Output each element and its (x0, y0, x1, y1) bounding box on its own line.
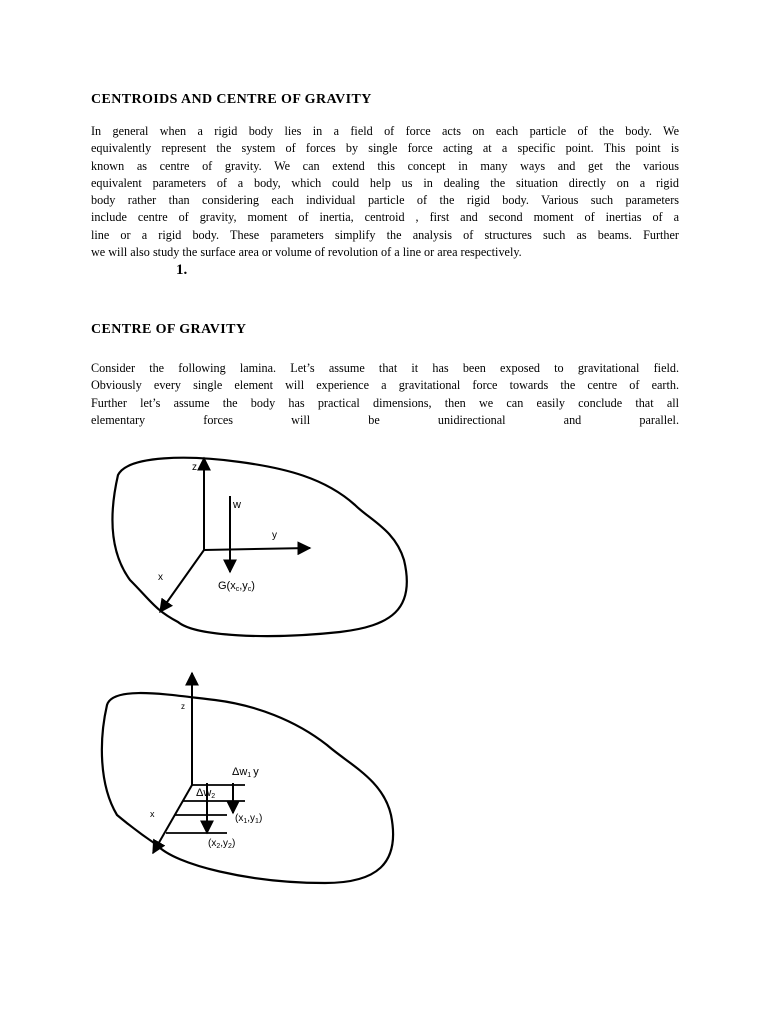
lamina-figure-elemental-weights (95, 665, 410, 895)
paragraph-line: equivalent parameters of a body, which could help us in dealing the situation directly on a rigid (91, 175, 679, 190)
lamina-paragraph (91, 360, 679, 429)
z-axis-label: z (192, 462, 197, 473)
paragraph-line: known as centre of gravity. We can extend this concept in many ways and get the various (91, 158, 679, 173)
lamina-outline (102, 693, 393, 883)
x-axis-label: x (158, 572, 163, 583)
paragraph-line: equivalently represent the system of forces by single force acting at a specific point. This point is (91, 141, 679, 156)
intro-paragraph (91, 123, 679, 261)
paragraph-line: body rather than considering each individual particle of the rigid body. Various such parameters (91, 193, 679, 208)
point-2-label: $(x_2,y_2)$ (208, 838, 236, 850)
y-axis (204, 548, 310, 550)
y-axis-label: y (272, 530, 277, 541)
delta-w2-label: Δw2 (196, 787, 216, 800)
z-axis-label: z (181, 702, 185, 711)
point-1-label: $(x_1,y_1)$ (235, 813, 263, 825)
paragraph-line: line or a rigid body. These parameters simplify the analysis of structures such as beams. Further (91, 227, 679, 242)
paragraph-line: we will also study the surface area or volume of revolution of a line or area respectively. (91, 245, 522, 260)
x-axis (160, 550, 204, 612)
paragraph-line: include centre of gravity, moment of inertia, centroid , first and second moment of inertias of a (91, 210, 679, 225)
list-number: 1. (176, 262, 188, 278)
paragraph-line: Consider the following lamina. Let’s assume that it has been exposed to gravitational field. (91, 361, 679, 375)
weight-label: w (233, 499, 241, 511)
lamina-outline (112, 458, 406, 636)
paragraph-line: elementary forces will be unidirectional and parallel. (91, 412, 679, 427)
paragraph-line: Further let’s assume the body has practical dimensions, then we can easily conclude that all (91, 395, 679, 410)
paragraph-line: Obviously every single element will experience a gravitational force towards the centre of earth. (91, 378, 679, 393)
section-title-centroids: CENTROIDS AND CENTRE OF GRAVITY (91, 92, 372, 107)
centre-of-gravity-label: G(xc,yc) (218, 580, 255, 593)
x-axis-label: x (150, 809, 155, 819)
section-title-centre-of-gravity: CENTRE OF GRAVITY (91, 322, 247, 337)
paragraph-line: In general when a rigid body lies in a field of force acts on each particle of the body. We (91, 124, 679, 138)
lamina-figure-centre-of-gravity (100, 450, 420, 650)
delta-w1-label: Δw1 y (232, 766, 259, 779)
x-axis (153, 785, 192, 853)
